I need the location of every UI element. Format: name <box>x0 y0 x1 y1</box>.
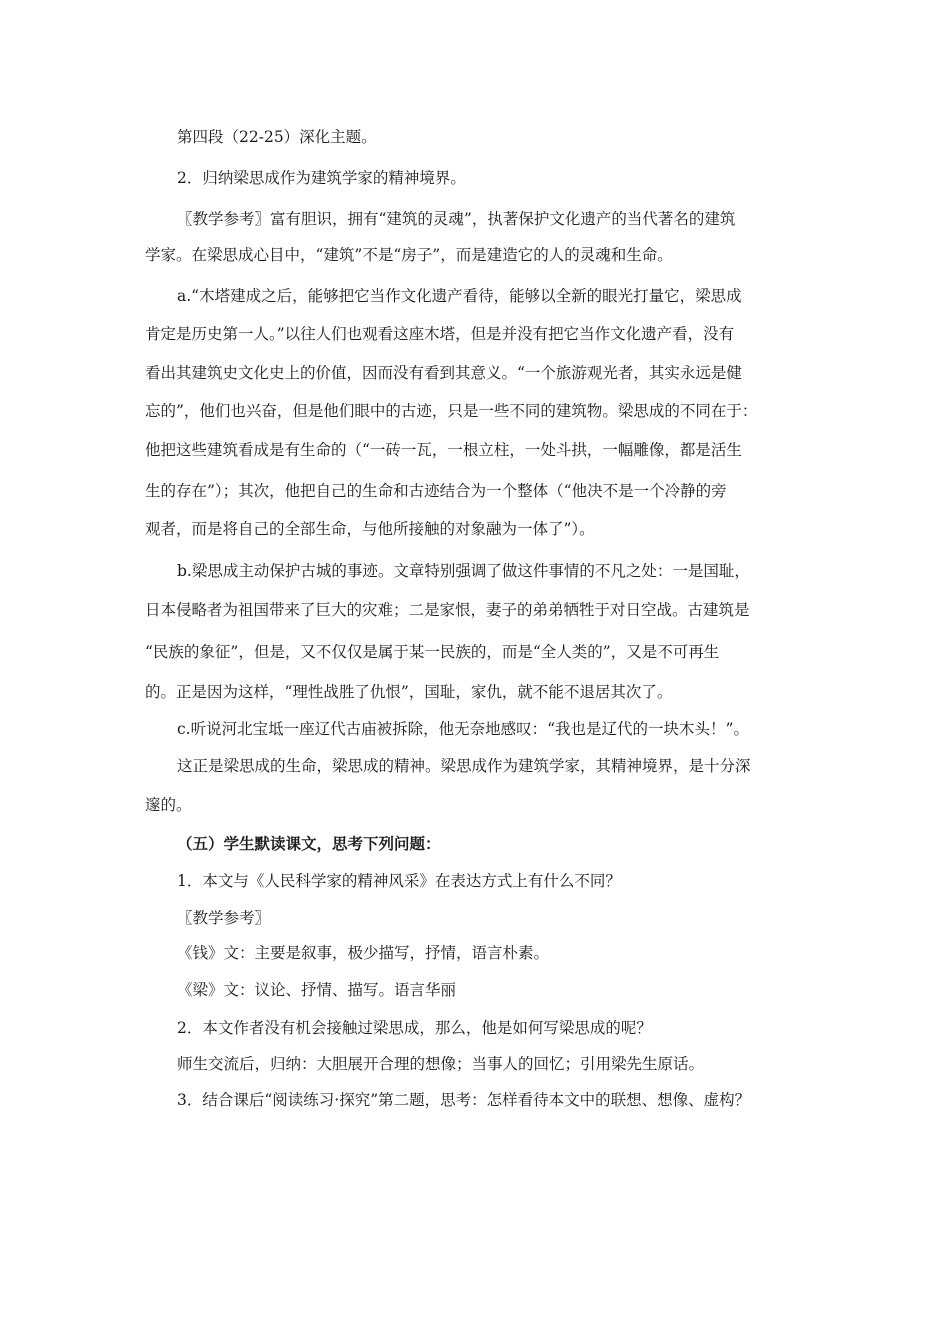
summary-line-2: 邃的。 <box>145 796 192 814</box>
question-one: 1．本文与《人民科学家的精神风采》在表达方式上有什么不同？ <box>177 872 621 890</box>
answer-qian: 《钱》文：主要是叙事，极少描写，抒情，语言朴素。 <box>177 944 550 962</box>
point-a-line-4: 忘的”，他们也兴奋，但是他们眼中的古迹，只是一些不同的建筑物。梁思成的不同在于： <box>145 402 758 420</box>
question-two-heading: 2．归纳梁思成作为建筑学家的精神境界。 <box>177 169 466 187</box>
point-c-line: c.听说河北宝坻一座辽代古庙被拆除，他无奈地感叹：“我也是辽代的一块木头！”。 <box>177 720 749 738</box>
point-b-line-4: 的。正是因为这样，“理性战胜了仇恨”，国耻，家仇，就不能不退居其次了。 <box>145 683 673 701</box>
answer-liang: 《梁》文：议论、抒情、描写。语言华丽 <box>177 981 457 999</box>
point-a-line-7: 观者，而是将自己的全部生命，与他所接触的对象融为一体了”）。 <box>145 520 595 538</box>
teaching-reference-label: 〖教学参考〗 <box>177 909 271 927</box>
point-b-line-1: b.梁思成主动保护古城的事迹。文章特别强调了做这件事情的不凡之处：一是国耻， <box>177 562 750 580</box>
summary-line-1: 这正是梁思成的生命，梁思成的精神。梁思成作为建筑学家，其精神境界，是十分深 <box>177 757 751 775</box>
point-a-line-6: 生的存在”）；其次，他把自己的生命和古迹结合为一个整体（“他决不是一个冷静的旁 <box>145 482 727 500</box>
teaching-reference-line-1: 〖教学参考〗富有胆识，拥有“建筑的灵魂”，执著保护文化遗产的当代著名的建筑 <box>177 210 736 228</box>
point-a-line-5: 他把这些建筑看成是有生命的（“一砖一瓦，一根立柱，一处斗拱，一幅雕像，都是活生 <box>145 441 742 459</box>
teaching-reference-line-2: 学家。在梁思成心目中，“建筑”不是“房子”，而是建造它的人的灵魂和生命。 <box>145 246 673 264</box>
question-two: 2．本文作者没有机会接触过梁思成，那么，他是如何写梁思成的呢？ <box>177 1019 652 1037</box>
point-b-line-3: “民族的象征”，但是，又不仅仅是属于某一民族的，而是“全人类的”，又是不可再生 <box>145 643 720 661</box>
point-b-line-2: 日本侵略者为祖国带来了巨大的灾难；二是家恨，妻子的弟弟牺牲于对日空战。古建筑是 <box>145 601 750 619</box>
question-two-answer: 师生交流后，归纳：大胆展开合理的想像；当事人的回忆；引用梁先生原话。 <box>177 1055 705 1073</box>
point-a-line-3: 看出其建筑史文化史上的价值，因而没有看到其意义。“一个旅游观光者，其实永远是健 <box>145 364 742 382</box>
question-three: 3．结合课后“阅读练习·探究”第二题，思考：怎样看待本文中的联想、想像、虚构？ <box>177 1091 751 1109</box>
section-four-line: 第四段（22-25）深化主题。 <box>177 128 377 146</box>
point-a-line-2: 肯定是历史第一人。”以往人们也观看这座木塔，但是并没有把它当作文化遗产看，没有 <box>145 325 735 343</box>
section-five-heading: （五）学生默读课文，思考下列问题： <box>177 834 441 853</box>
point-a-line-1: a.“木塔建成之后，能够把它当作文化遗产看待，能够以全新的眼光打量它，梁思成 <box>177 287 742 305</box>
